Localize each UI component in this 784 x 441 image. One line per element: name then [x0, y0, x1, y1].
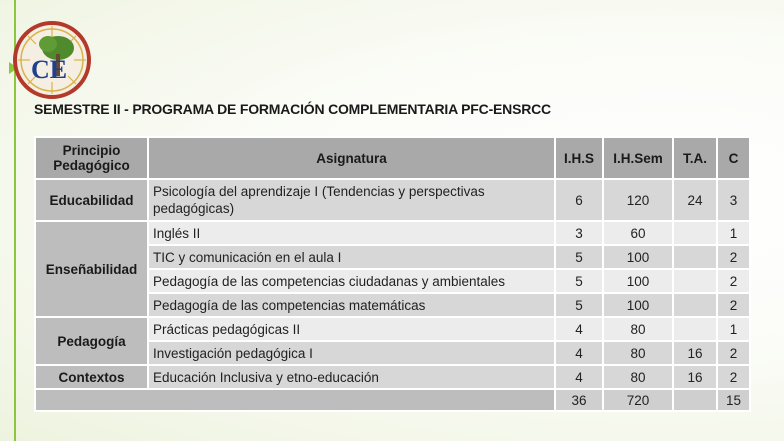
- ta-cell: [673, 245, 717, 269]
- total-ihs: 36: [555, 389, 603, 411]
- principle-contextos: Contextos: [35, 365, 148, 389]
- table-row: [35, 365, 750, 389]
- table-row: [35, 179, 750, 221]
- ihs-cell: 5: [555, 245, 603, 269]
- subject-cell: Inglés II: [148, 221, 555, 245]
- principle-educabilidad: Educabilidad: [35, 179, 148, 221]
- header-ta: T.A.: [673, 137, 717, 179]
- ta-cell: [673, 221, 717, 245]
- ihsem-cell: 100: [603, 293, 673, 317]
- c-cell: 1: [717, 221, 750, 245]
- total-ihsem: 720: [603, 389, 673, 411]
- subject-cell: Investigación pedagógica I: [148, 341, 555, 365]
- ta-cell: 16: [673, 365, 717, 389]
- c-cell: 3: [717, 179, 750, 221]
- header-subject: Asignatura: [148, 137, 555, 179]
- header-c: C: [717, 137, 750, 179]
- c-cell: 1: [717, 317, 750, 341]
- subject-cell: Educación Inclusiva y etno-educación: [148, 365, 555, 389]
- subject-cell: Pedagogía de las competencias matemáticas: [148, 293, 555, 317]
- ta-cell: 24: [673, 179, 717, 221]
- totals-row: [35, 389, 750, 411]
- table-header-row: [35, 137, 750, 179]
- ihsem-cell: 80: [603, 365, 673, 389]
- ihs-cell: 5: [555, 293, 603, 317]
- subject-cell: TIC y comunicación en el aula I: [148, 245, 555, 269]
- c-cell: 2: [717, 341, 750, 365]
- ihs-cell: 4: [555, 341, 603, 365]
- subject-cell: Prácticas pedagógicas II: [148, 317, 555, 341]
- ihs-cell: 6: [555, 179, 603, 221]
- total-ta: [673, 389, 717, 411]
- header-principle: Principio Pedagógico: [35, 137, 148, 179]
- totals-blank-cell: [35, 389, 555, 411]
- c-cell: 2: [717, 365, 750, 389]
- table-row: [35, 317, 750, 341]
- ihs-cell: 4: [555, 317, 603, 341]
- ihs-cell: 3: [555, 221, 603, 245]
- subject-cell: Pedagogía de las competencias ciudadanas y ambientales: [148, 269, 555, 293]
- ta-cell: [673, 293, 717, 317]
- ihsem-cell: 100: [603, 245, 673, 269]
- c-cell: 2: [717, 293, 750, 317]
- ihsem-cell: 80: [603, 317, 673, 341]
- header-ihs: I.H.S: [555, 137, 603, 179]
- table-row: [35, 221, 750, 245]
- principle-ensenabilidad: Enseñabilidad: [35, 221, 148, 317]
- ihs-cell: 4: [555, 365, 603, 389]
- principle-pedagogia: Pedagogía: [35, 317, 148, 365]
- ta-cell: [673, 317, 717, 341]
- institution-logo: [12, 18, 92, 102]
- c-cell: 2: [717, 269, 750, 293]
- ihs-cell: 5: [555, 269, 603, 293]
- ihsem-cell: 100: [603, 269, 673, 293]
- ihsem-cell: 120: [603, 179, 673, 221]
- subject-cell: Psicología del aprendizaje I (Tendencias y perspectivas pedagógicas): [148, 179, 555, 221]
- header-ihsem: I.H.Sem: [603, 137, 673, 179]
- total-c: 15: [717, 389, 750, 411]
- c-cell: 2: [717, 245, 750, 269]
- ta-cell: 16: [673, 341, 717, 365]
- ihsem-cell: 60: [603, 221, 673, 245]
- ihsem-cell: 80: [603, 341, 673, 365]
- svg-text:CE: CE: [31, 55, 68, 84]
- page-title: SEMESTRE II - PROGRAMA DE FORMACIÓN COMPLEMENTARIA PFC-ENSRCC: [34, 101, 551, 117]
- curriculum-table: [34, 136, 751, 412]
- ta-cell: [673, 269, 717, 293]
